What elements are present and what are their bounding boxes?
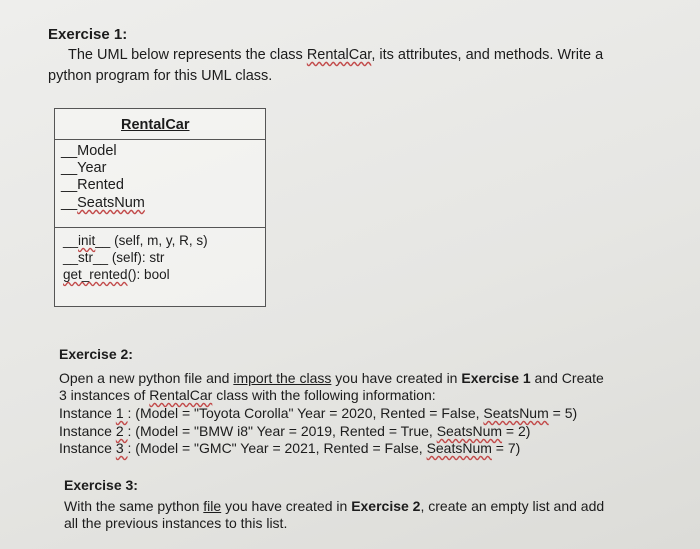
uml-class-name: RentalCar	[121, 117, 190, 133]
exercise-2-text-line-1	[59, 370, 604, 386]
attr-prefix: __	[61, 143, 78, 159]
text: With the same python	[64, 498, 204, 514]
seatsnum-ref: SeatsNum	[483, 405, 549, 421]
exercise-3-title: Exercise 3:	[64, 477, 138, 493]
exercise-1-title: Exercise 1:	[48, 26, 128, 43]
attr-name: SeatsNum	[77, 195, 145, 211]
dunder: __	[93, 250, 109, 265]
attr-prefix: __	[61, 195, 78, 211]
text: = 7)	[491, 440, 521, 456]
uml-attribute	[61, 160, 106, 176]
method-signature: (self, m, y, R, s)	[110, 233, 208, 248]
method-signature: (): bool	[127, 267, 170, 282]
text: , create an empty list and add	[420, 498, 605, 514]
class-name-ref: RentalCar	[306, 47, 372, 63]
text: you have created in	[331, 370, 462, 386]
attr-prefix: __	[61, 177, 78, 193]
method-name: get_rented	[63, 267, 128, 282]
attr-name: Rented	[77, 177, 124, 193]
text: you have created in	[221, 498, 352, 514]
text: Instance	[59, 440, 116, 456]
text: The UML below represents the class	[68, 47, 307, 63]
exercise-1-text-line-2: python program for this UML class.	[48, 68, 273, 84]
exercise-3-text-line-1	[64, 498, 604, 514]
uml-attribute	[61, 195, 145, 211]
import-class-link: import the class	[233, 370, 332, 386]
dunder: __	[63, 250, 79, 265]
seatsnum-ref: SeatsNum	[426, 440, 492, 456]
text: Instance	[59, 423, 116, 439]
exercise-2-text-line-2	[59, 387, 436, 403]
attr-name: Year	[77, 160, 107, 176]
uml-method-init	[63, 233, 208, 248]
text: Instance	[59, 405, 116, 421]
instance-1-line	[59, 405, 577, 421]
uml-class-diagram	[54, 108, 266, 307]
text: Open a new python file and	[59, 370, 234, 386]
dunder: __	[95, 233, 111, 248]
exercise-2-title: Exercise 2:	[59, 346, 133, 362]
method-name: init	[78, 233, 96, 248]
dunder: __	[63, 233, 79, 248]
instance-number: 3	[115, 440, 128, 456]
method-signature: (self): str	[108, 250, 165, 265]
text: , its attributes, and methods. Write a	[371, 47, 604, 63]
uml-method-get-rented	[63, 267, 170, 282]
instance-number: 2	[115, 423, 128, 439]
text: = 5)	[548, 405, 578, 421]
uml-name-section	[55, 109, 265, 140]
text: = 2)	[502, 423, 531, 439]
attr-prefix: __	[61, 160, 78, 176]
text: and Create	[530, 370, 604, 386]
class-name-ref: RentalCar	[149, 387, 213, 403]
text: 3 instances of	[59, 387, 150, 403]
uml-attribute	[61, 143, 117, 159]
attr-name: Model	[77, 143, 117, 159]
uml-method-str	[63, 250, 164, 265]
instance-number: 1	[115, 405, 128, 421]
text: : (Model = "Toyota Corolla" Year = 2020, Rented = False,	[127, 405, 484, 421]
method-name: str	[78, 250, 94, 265]
text: class with the following information:	[212, 387, 436, 403]
exercise-1-text-line-1	[68, 47, 603, 63]
seatsnum-ref: SeatsNum	[436, 423, 503, 439]
bold-ref: Exercise 1	[461, 370, 531, 386]
exercise-3-text-line-2: all the previous instances to this list.	[64, 515, 288, 531]
bold-ref: Exercise 2	[351, 498, 421, 514]
instance-3-line	[59, 440, 520, 456]
uml-attributes-section	[55, 139, 265, 228]
text: : (Model = "BMW i8" Year = 2019, Rented = True,	[127, 423, 437, 439]
instance-2-line	[59, 423, 530, 439]
uml-attribute	[61, 177, 124, 193]
file-ref: file	[203, 498, 222, 514]
text: : (Model = "GMC" Year = 2021, Rented = False,	[127, 440, 427, 456]
